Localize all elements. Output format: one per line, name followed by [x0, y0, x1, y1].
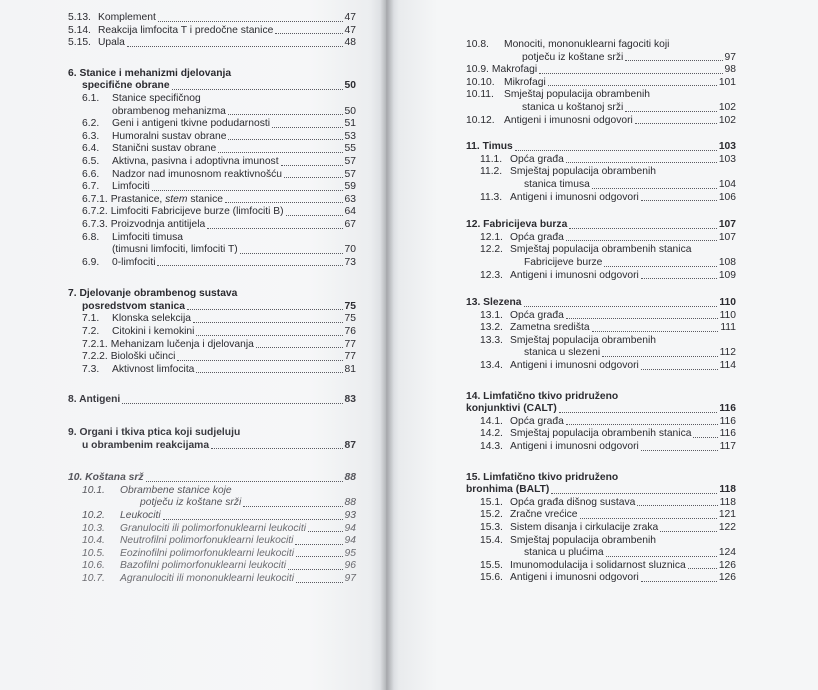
- book-gutter: [380, 0, 394, 690]
- chapter-heading-line: 8. Antigeni 83: [68, 394, 356, 406]
- toc-entry: 10.9. Makrofagi 98: [466, 64, 736, 76]
- toc-entry: 12.3. Antigeni i imunosni odgovori 109: [480, 269, 736, 281]
- toc-entry: 11.2. Smještaj populacija obrambenih: [480, 166, 656, 178]
- toc-entry: 10.2. Leukociti 93: [82, 510, 356, 521]
- toc-entry: 6.9. 0-limfociti 73: [82, 256, 356, 268]
- toc-entry: 7.1. Klonska selekcija 75: [82, 313, 356, 325]
- toc-entry: 14.3. Antigeni i imunosni odgovori 117: [480, 441, 736, 453]
- toc-entry: 6.5. Aktivna, pasivna i adoptivna imunost 57: [82, 155, 356, 167]
- toc-entry: 14.2. Smještaj populacija obrambenih stanica 116: [480, 428, 736, 440]
- toc-entry: 11.3. Antigeni i imunosni odgovori 106: [480, 191, 736, 203]
- chapter-heading-line: bronhima (BALT) 118: [466, 484, 736, 496]
- chapter-heading: 15. Limfatično tkivo pridruženo: [466, 471, 619, 483]
- chapter-heading-line: 12. Fabricijeva burza 107: [466, 219, 736, 231]
- toc-entry: 15.2. Zračne vrećice 121: [480, 509, 736, 521]
- toc-entry: 10.5. Eozinofilni polimorfonuklearni leukociti 95: [82, 547, 356, 559]
- toc-entry: 10.12. Antigeni i imunosni odgovori 102: [466, 114, 736, 126]
- toc-entry: 10.11. Smještaj populacija obrambenih: [466, 89, 650, 101]
- toc-entry: 15.3. Sistem disanja i cirkulacije zraka 122: [480, 522, 736, 533]
- chapter-heading-line: konjunktivi (CALT) 116: [466, 403, 736, 415]
- toc-entry: 10.3. Granulociti ili polimorfonuklearni leukociti 94: [82, 522, 356, 534]
- toc-entry: 6.8. Limfociti timusa: [82, 231, 183, 243]
- chapter-7: [68, 288, 356, 376]
- toc-entry: 7.2.2. Biološki učinci 77: [82, 351, 356, 363]
- chapter-9: [68, 427, 356, 452]
- toc-entry: 5.13. Komplement 47: [68, 12, 356, 23]
- chapter-12: [466, 219, 736, 282]
- toc-entry-cont: (timusni limfociti, limfociti T) 70: [112, 244, 356, 256]
- toc-entry: 13.4. Antigeni i imunosni odgovori 114: [480, 360, 736, 372]
- chapter-heading-line: 10. Koštana srž 88: [68, 472, 356, 484]
- toc-entry: 7.3. Aktivnost limfocita 81: [82, 363, 356, 375]
- chapter-heading: 14. Limfatično tkivo pridruženo: [466, 390, 619, 402]
- chapter-13: [466, 297, 736, 373]
- toc-entry: 12.1. Opća građa 107: [480, 231, 736, 243]
- toc-entry: 15.4. Smještaj populacija obrambenih: [480, 534, 656, 546]
- toc-entry: 13.1. Opća građa 110: [480, 309, 736, 321]
- toc-entry: 13.2. Zametna središta 111: [480, 322, 736, 334]
- chapter-8: [68, 394, 356, 407]
- toc-entry: 6.1. Stanice specifičnog: [82, 92, 201, 104]
- toc-entry-cont: Fabricijeve burze 108: [524, 256, 736, 268]
- chapter-10: [68, 472, 356, 585]
- chapter-heading-line: posredstvom stanica 75: [82, 300, 356, 312]
- chapter-heading-line: 13. Slezena 110: [466, 297, 736, 309]
- chapter-heading-line: 11. Timus 103: [466, 141, 736, 153]
- toc-entry-cont: stanica timusa 104: [524, 178, 736, 190]
- chapter-15: [466, 472, 736, 585]
- toc-entry: 10.6. Bazofilni polimorfonuklearni leukociti 96: [82, 560, 356, 572]
- toc-entry: 5.14. Reakcija limfocita T i predočne stanice 47: [68, 24, 356, 36]
- toc-entry: 10.4. Neutrofilni polimorfonuklearni leukociti 94: [82, 535, 356, 547]
- toc-entry: 6.7. Limfociti 59: [82, 181, 356, 193]
- chapter-heading-line: u obrambenim reakcijama 87: [82, 439, 356, 451]
- toc-entry: 15.1. Opća građa dišnog sustava 118: [480, 496, 736, 508]
- toc-entry: 6.7.3. Proizvodnja antitijela 67: [82, 218, 356, 230]
- toc-entry-cont: stanica u plućima 124: [524, 547, 736, 559]
- toc-entry: 14.1. Opća građa 116: [480, 415, 736, 427]
- toc-entry: 15.6. Antigeni i imunosni odgovori 126: [480, 572, 736, 584]
- toc-entry: 6.7.1. Prastanice, stem stanice 63: [82, 193, 356, 205]
- toc-entry-cont: stanica u koštanoj srži 102: [522, 101, 736, 113]
- toc-entry-cont: potječu iz koštane srži 97: [522, 51, 736, 63]
- toc-entry-cont: potječu iz koštane srži 88: [140, 497, 356, 509]
- toc-entry: 6.3. Humoralni sustav obrane 53: [82, 130, 356, 142]
- toc-entry: 7.2.1. Mehanizam lučenja i djelovanja 77: [82, 338, 356, 350]
- toc-entry: 10.10. Mikrofagi 101: [466, 76, 736, 88]
- toc-entry: 10.7. Agranulociti ili mononuklearni leukociti 97: [82, 572, 356, 584]
- chapter-14: [466, 391, 736, 454]
- left-page: [0, 0, 386, 690]
- toc-entry: 10.8. Monociti, mononuklearni fagociti koji: [466, 39, 670, 50]
- toc-entry: 12.2. Smještaj populacija obrambenih stanica: [480, 244, 692, 256]
- toc-entry: 5.15. Upala 48: [68, 37, 356, 49]
- toc-entry: 11.1. Opća građa 103: [480, 153, 736, 165]
- right-page: [386, 0, 818, 690]
- chapter-11: [466, 141, 736, 204]
- toc-entry: 6.7.2. Limfociti Fabricijeve burze (limfociti B) 64: [82, 206, 356, 218]
- toc-entry: 10.1. Obrambene stanice koje: [82, 484, 232, 496]
- toc-entry-cont: stanica u slezeni 112: [524, 347, 736, 359]
- toc-entry: 15.5. Imunomodulacija i solidarnost sluznica 126: [480, 559, 736, 571]
- chapter-heading: 9. Organi i tkiva ptica koji sudjeluju: [68, 427, 241, 439]
- toc-entry: 6.4. Stanični sustav obrane 55: [82, 143, 356, 155]
- toc-entry: 7.2. Citokini i kemokini 76: [82, 326, 356, 338]
- chapter-heading: 7. Djelovanje obrambenog sustava: [68, 288, 238, 300]
- chapter-6: [68, 68, 356, 270]
- toc-entry: 13.3. Smještaj populacija obrambenih: [480, 334, 656, 346]
- toc-entry: 6.6. Nadzor nad imunosnom reaktivnošću 57: [82, 168, 356, 180]
- chapter-heading-line: specifične obrane 50: [82, 80, 356, 92]
- toc-entry: 6.2. Geni i antigeni tkivne podudarnosti 51: [82, 118, 356, 130]
- toc-entry-cont: obrambenog mehanizma 50: [112, 105, 356, 117]
- chapter-heading: 6. Stanice i mehanizmi djelovanja: [68, 67, 232, 79]
